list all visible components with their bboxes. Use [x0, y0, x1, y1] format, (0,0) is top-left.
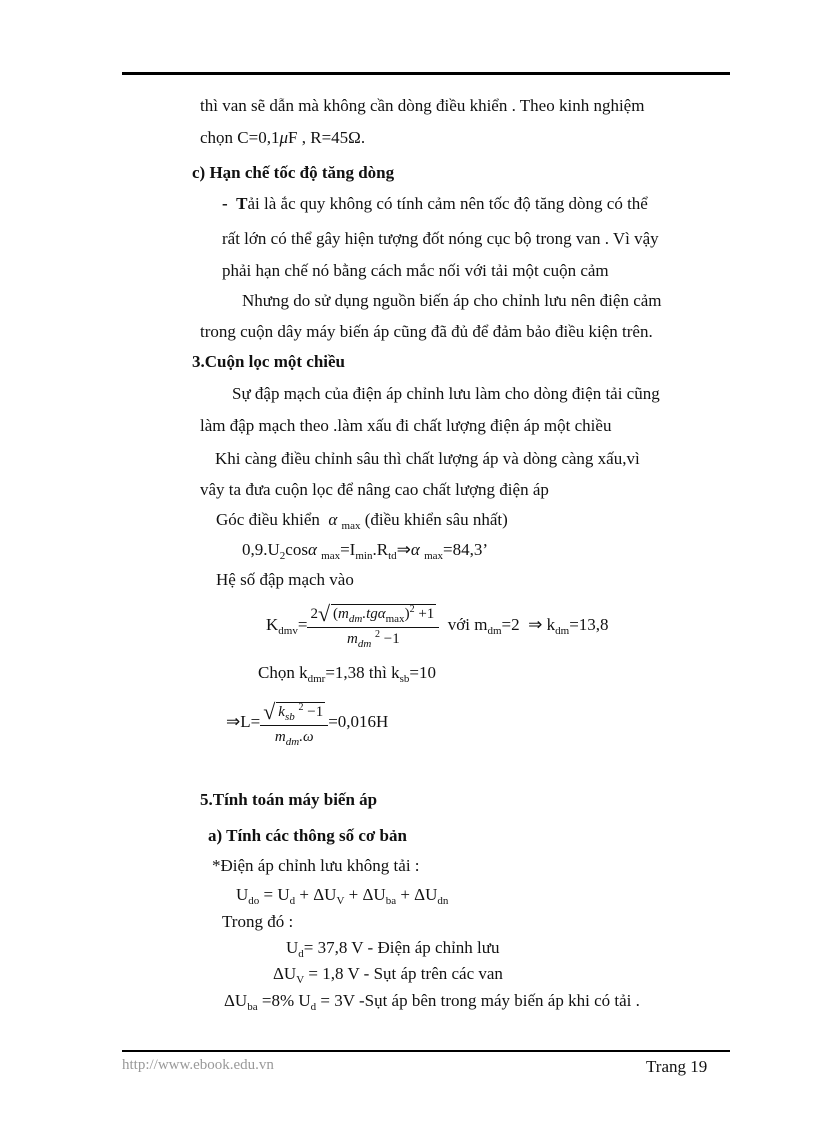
- text-line: làm đập mạch theo .làm xấu đi chất lượng điện áp một chiều: [200, 416, 612, 435]
- text-line: - Tải là ắc quy không có tính cảm nên tốc độ tăng dòng có thể: [222, 194, 648, 213]
- text-line: rất lớn có thể gây hiện tượng đốt nóng cục bộ trong van . Vì vậy: [222, 229, 659, 248]
- footer-rule: [122, 1050, 730, 1052]
- text-line: $U_d= 37,8$ V - Điện áp chỉnh lưu: [286, 938, 500, 960]
- section-heading: c) Hạn chế tốc độ tăng dòng: [192, 163, 395, 182]
- page-number: Trang 19: [646, 1057, 708, 1076]
- header-rule: [122, 72, 730, 75]
- section-heading: 3.Cuộn lọc một chiều: [192, 352, 345, 371]
- text-line: Sự đập mạch của điện áp chỉnh lưu làm cho dòng điện tải cũng: [232, 384, 660, 403]
- footer-url[interactable]: http://www.ebook.edu.vn: [122, 1057, 274, 1073]
- section-heading: 5.Tính toán máy biến áp: [200, 790, 378, 809]
- equation-L: ⇒L= $\frac{√ k_{sb} ^2 -1}{m_{dm}.\omega}$ =0,016H: [226, 698, 389, 748]
- text-line: trong cuộn dây máy biến áp cũng đã đủ để đảm bảo điều kiện trên.: [200, 322, 653, 341]
- text-line: chọn C=0,1μF , R=45Ω.: [200, 128, 366, 147]
- fraction: $\frac{2√ (m_{dm}.tg\alpha_{max})^2 +1}{m_{dm} ^2 -1}$: [307, 602, 439, 650]
- text-line: Hệ số đập mạch vào: [216, 570, 354, 589]
- text-line: $\Delta U_V = 1,8$ V - Sụt áp trên các van: [273, 964, 503, 986]
- text-line: Trong đó :: [222, 912, 294, 931]
- equation: $0,9.U_2\cos\alpha$ $_{max}=I_{min}.R_{td}\Rightarrow\alpha$ $_{max}$=84,3’: [242, 540, 489, 562]
- equation: $U_{do} = U_d + \Delta U_V + \Delta U_{ba} + \Delta U_{dn}$: [236, 885, 449, 907]
- equation-kdmv: $K_{dmv}=$ $\frac{2√ (m_{dm}.tg\alpha_{max})^2 +1}{m_{dm} ^2 -1}$ với $m_{dm}=2$ ⇒ $k_{dm}=13,8$: [266, 601, 609, 651]
- text-line: phải hạn chế nó bằng cách mắc nối với tải một cuộn cảm: [222, 261, 609, 280]
- text-line: *Điện áp chỉnh lưu không tải :: [212, 856, 420, 875]
- text-line: Nhưng do sử dụng nguồn biến áp cho chỉnh lưu nên điện cảm: [242, 291, 662, 310]
- text-line: $\Delta U_{ba} =8\%$ $U_d = 3V$ -Sụt áp bên trong máy biến áp khi có tải .: [224, 991, 640, 1013]
- text-line: thì van sẽ dẫn mà không cần dòng điều khiển . Theo kinh nghiệm: [200, 96, 645, 115]
- section-heading: a) Tính các thông số cơ bản: [208, 826, 407, 845]
- text-line: Khi càng điều chỉnh sâu thì chất lượng áp và dòng càng xấu,vì: [215, 449, 640, 468]
- text-line: vây ta đưa cuộn lọc để nâng cao chất lượng điện áp: [200, 480, 549, 499]
- text-line: Chọn $k_{dmr}=1,38$ thì $k_{sb}=10$: [258, 663, 436, 685]
- fraction: $\frac{√ k_{sb} ^2 -1}{m_{dm}.\omega}$: [260, 700, 328, 747]
- text-line: Góc điều khiển α $_{max}$ (điều khiển sâu nhất): [216, 510, 508, 532]
